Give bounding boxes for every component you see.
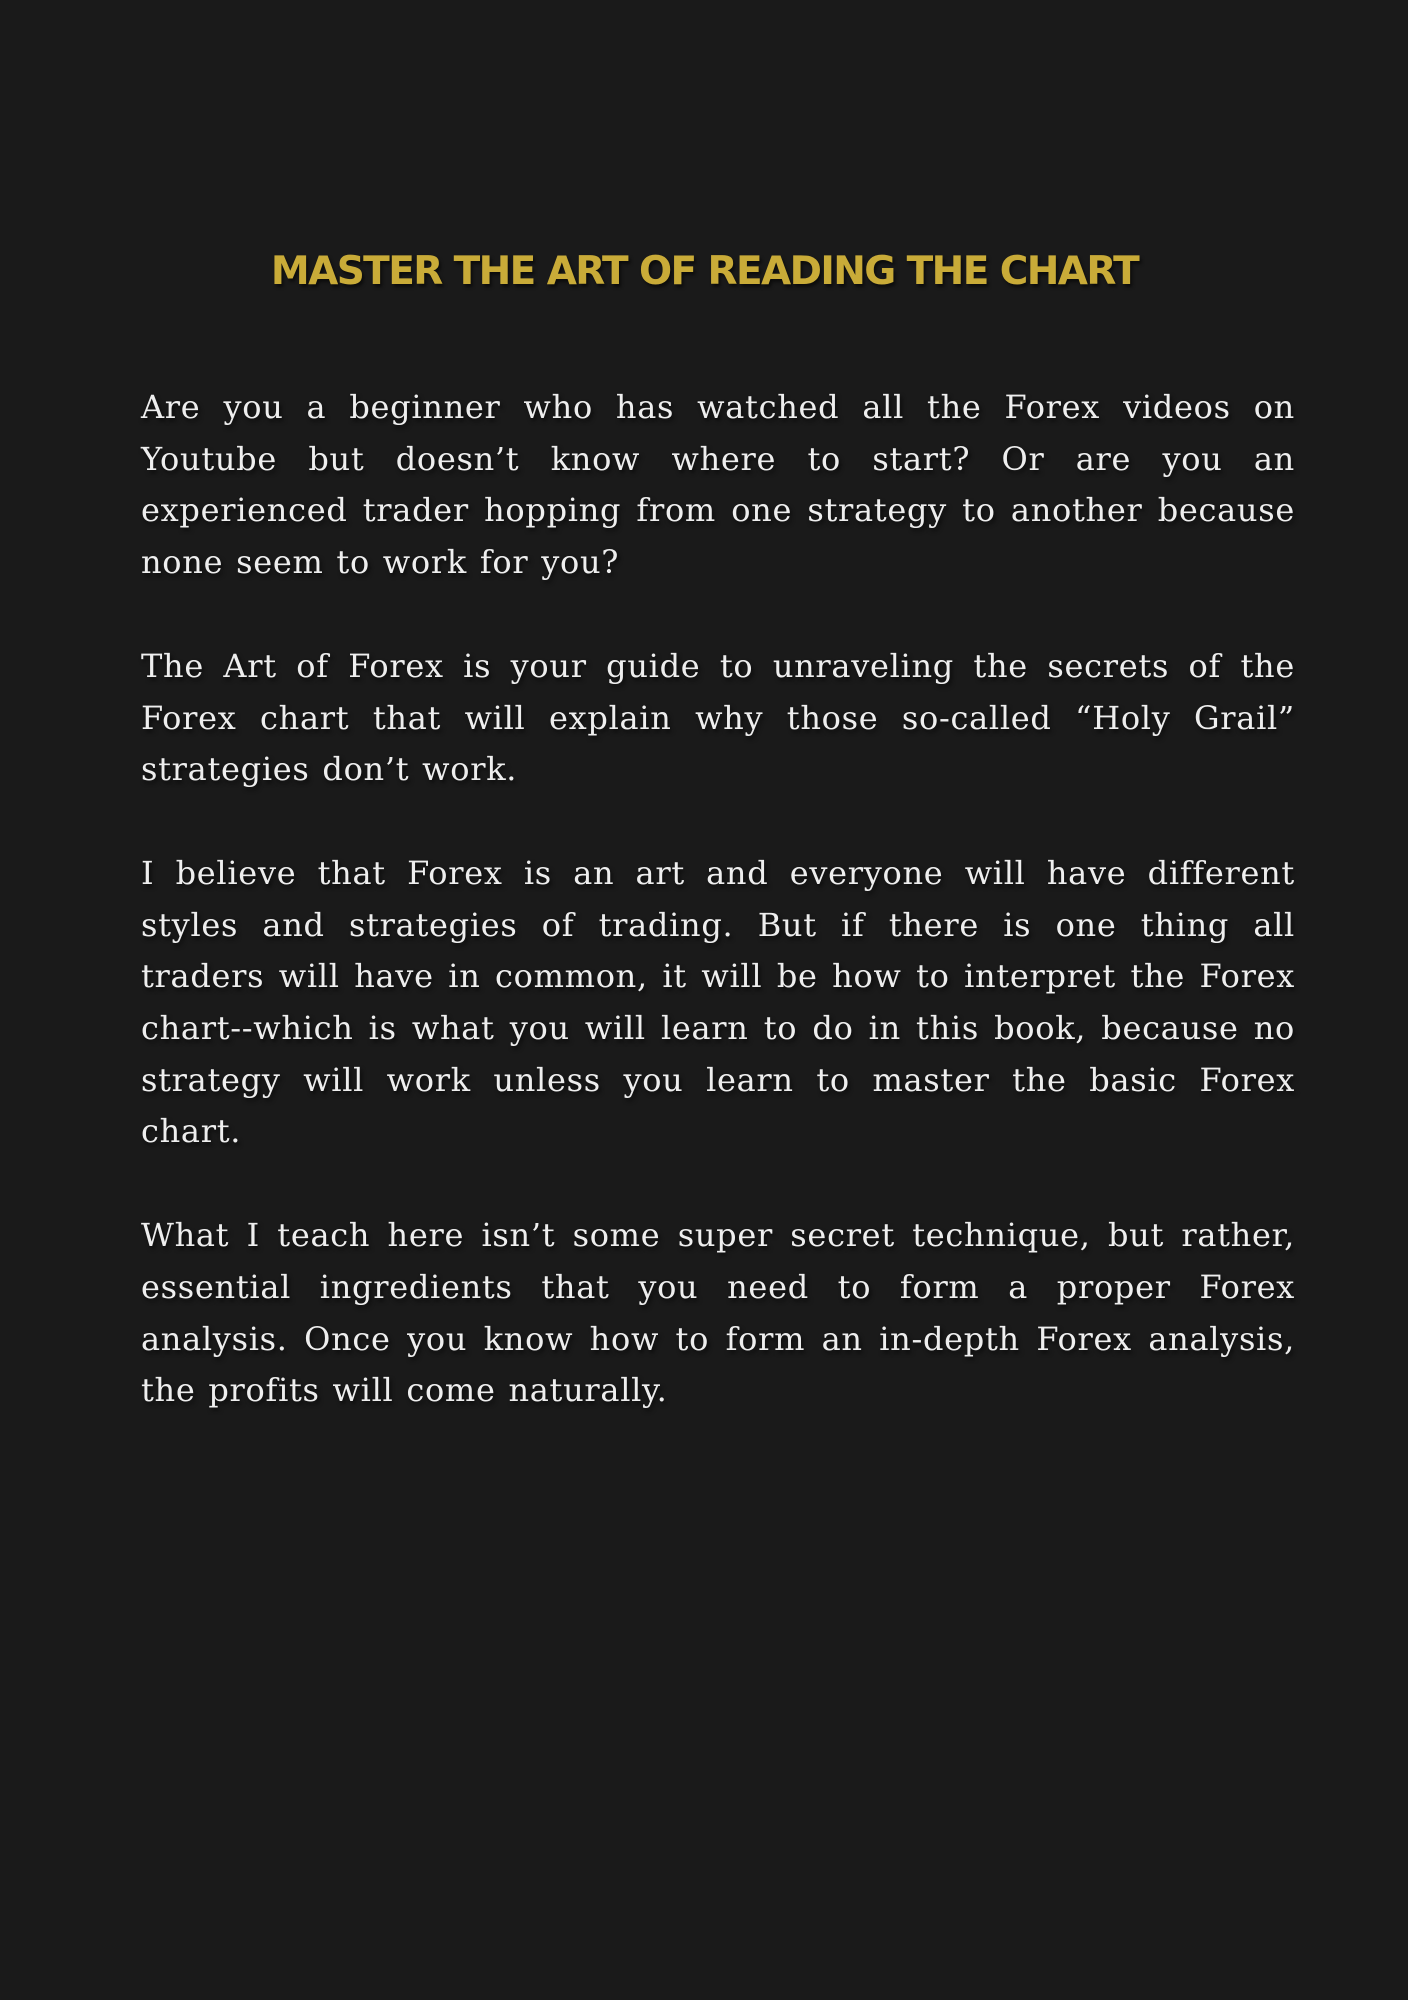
paragraph-belief: I believe that Forex is an art and everyone will have different styles and strategies of trading. But if there is one thing all traders will have in common, it will be how to interpret the Forex chart--which is what you will learn to do in this book, because no strategy will work unless you learn to master the basic Forex chart.: [141, 853, 1295, 1151]
paragraph-intro: Are you a beginner who has watched all the Forex videos on Youtube but doesn’t know where to start? Or are you an experienced trader hopping from one strategy to another because none seem to work for you?: [141, 388, 1295, 582]
page-heading: MASTER THE ART OF READING THE CHART: [270, 249, 1139, 294]
paragraph-teaching: What I teach here isn’t some super secret technique, but rather, essential ingredients that you need to form a proper Forex analysis. Once you know how to form an in-depth Forex analysis, the profits will come naturally.: [141, 1216, 1295, 1410]
paragraph-guide: The Art of Forex is your guide to unraveling the secrets of the Forex chart that will explain why those so-called “Holy Grail” strategies don’t work.: [141, 646, 1295, 789]
body-text: [141, 382, 1295, 1469]
